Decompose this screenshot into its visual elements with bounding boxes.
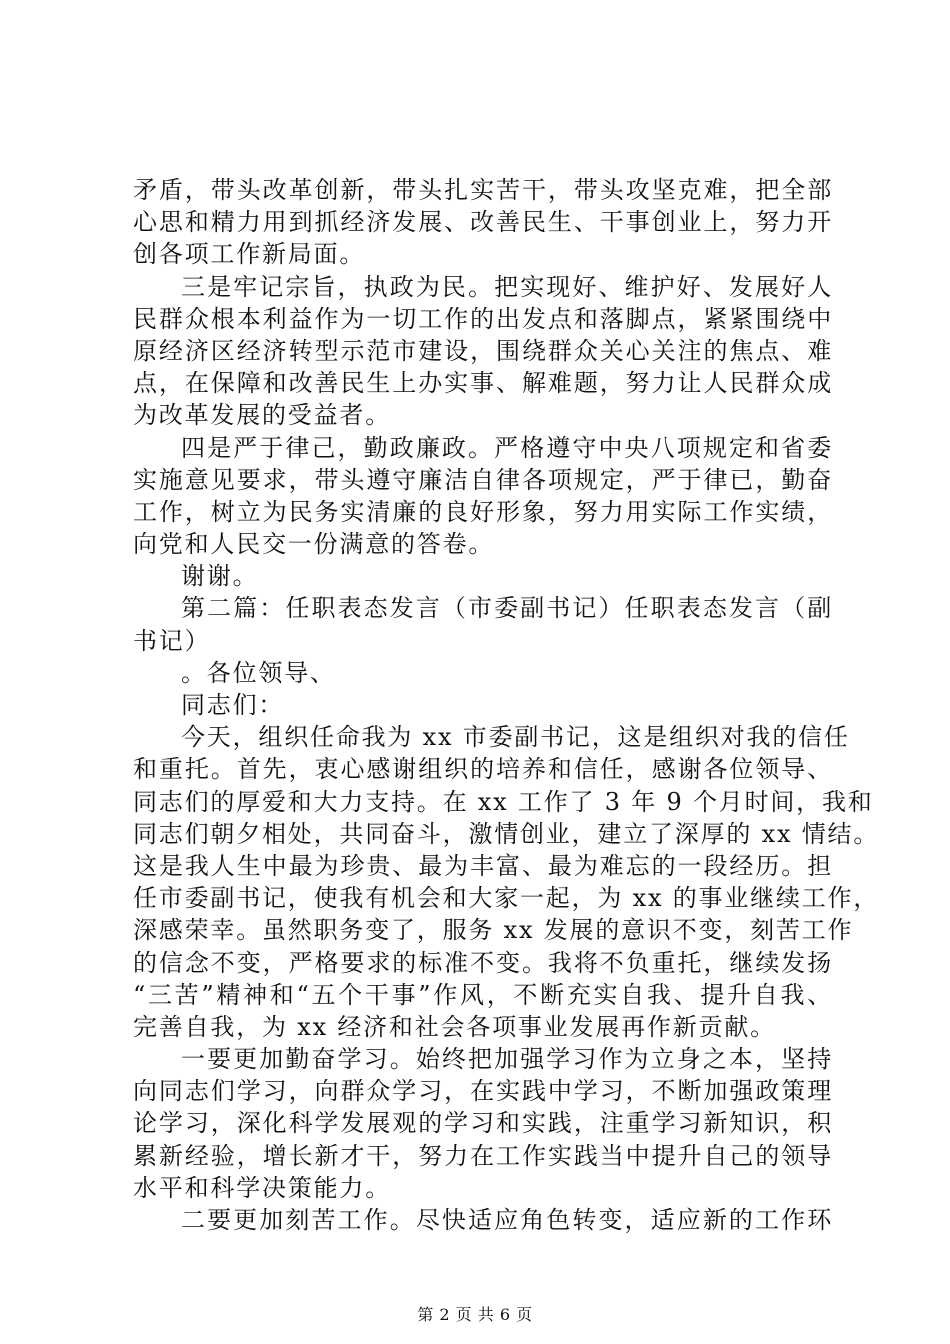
text-line: 为改革发展的受益者。 [133, 401, 391, 430]
text-line: 点，在保障和改善民生上办实事、解难题，努力让人民群众成 [133, 369, 833, 398]
text-line: 深感荣幸。虽然职务变了，服务 xx 发展的意识不变，刻苦工作 [133, 916, 854, 945]
text-line: 心思和精力用到抓经济发展、改善民生、干事创业上，努力开 [133, 208, 833, 237]
document-body [133, 174, 880, 1236]
text-line: 四是严于律己，勤政廉政。严格遵守中央八项规定和省委 [181, 433, 833, 462]
page-footer: 第 2 页 共 6 页 [417, 1305, 533, 1324]
text-line: 的信念不变，严格要求的标准不变。我将不负重托，继续发扬 [133, 948, 833, 977]
text-line: “三苦”精神和“五个干事”作风，不断充实自我、提升自我、 [133, 980, 833, 1009]
text-line: 书记） [133, 626, 211, 655]
text-line: 今天，组织任命我为 xx 市委副书记，这是组织对我的信任 [181, 723, 850, 752]
text-line: 原经济区经济转型示范市建设，围绕群众关心关注的焦点、难 [133, 336, 833, 365]
text-line: 任市委副书记，使我有机会和大家一起，为 xx 的事业继续工作， [133, 884, 880, 913]
text-line: 工作，树立为民务实清廉的良好形象，努力用实际工作实绩， [133, 497, 833, 526]
text-line: 累新经验，增长新才干，努力在工作实践当中提升自己的领导 [133, 1141, 833, 1170]
text-line: 三是牢记宗旨，执政为民。把实现好、维护好、发展好人 [181, 272, 833, 301]
text-line: 。各位领导、 [181, 658, 336, 687]
text-line: 一要更加勤奋学习。始终把加强学习作为立身之本，坚持 [181, 1045, 833, 1074]
text-line: 谢谢。 [181, 562, 259, 591]
text-line: 同志们： [181, 691, 285, 719]
text-line: 二要更加刻苦工作。尽快适应角色转变，适应新的工作环 [181, 1206, 833, 1234]
text-line: 水平和科学决策能力。 [133, 1173, 391, 1202]
text-line: 这是我人生中最为珍贵、最为丰富、最为难忘的一段经历。担 [133, 851, 833, 880]
text-line: 矛盾，带头改革创新，带头扎实苦干，带头攻坚克难，把全部 [133, 176, 833, 204]
text-line: 同志们朝夕相处，共同奋斗，激情创业，建立了深厚的 xx 情结。 [133, 819, 880, 848]
text-line: 和重托。首先，衷心感谢组织的培养和信任，感谢各位领导、 [133, 755, 833, 784]
text-line: 创各项工作新局面。 [133, 240, 366, 269]
text-line: 同志们的厚爱和大力支持。在 xx 工作了 3 年 9 个月时间，我和 [133, 787, 874, 816]
text-line: 完善自我，为 xx 经济和社会各项事业发展再作新贡献。 [133, 1012, 776, 1041]
text-line: 实施意见要求，带头遵守廉洁自律各项规定，严于律已，勤奋 [133, 465, 833, 494]
text-line: 民群众根本利益作为一切工作的出发点和落脚点，紧紧围绕中 [133, 304, 833, 333]
text-line: 论学习，深化科学发展观的学习和实践，注重学习新知识，积 [133, 1109, 833, 1138]
text-line: 第二篇：任职表态发言（市委副书记）任职表态发言（副 [181, 594, 833, 623]
text-line: 向党和人民交一份满意的答卷。 [133, 530, 495, 559]
text-line: 向同志们学习，向群众学习，在实践中学习，不断加强政策理 [133, 1077, 833, 1106]
